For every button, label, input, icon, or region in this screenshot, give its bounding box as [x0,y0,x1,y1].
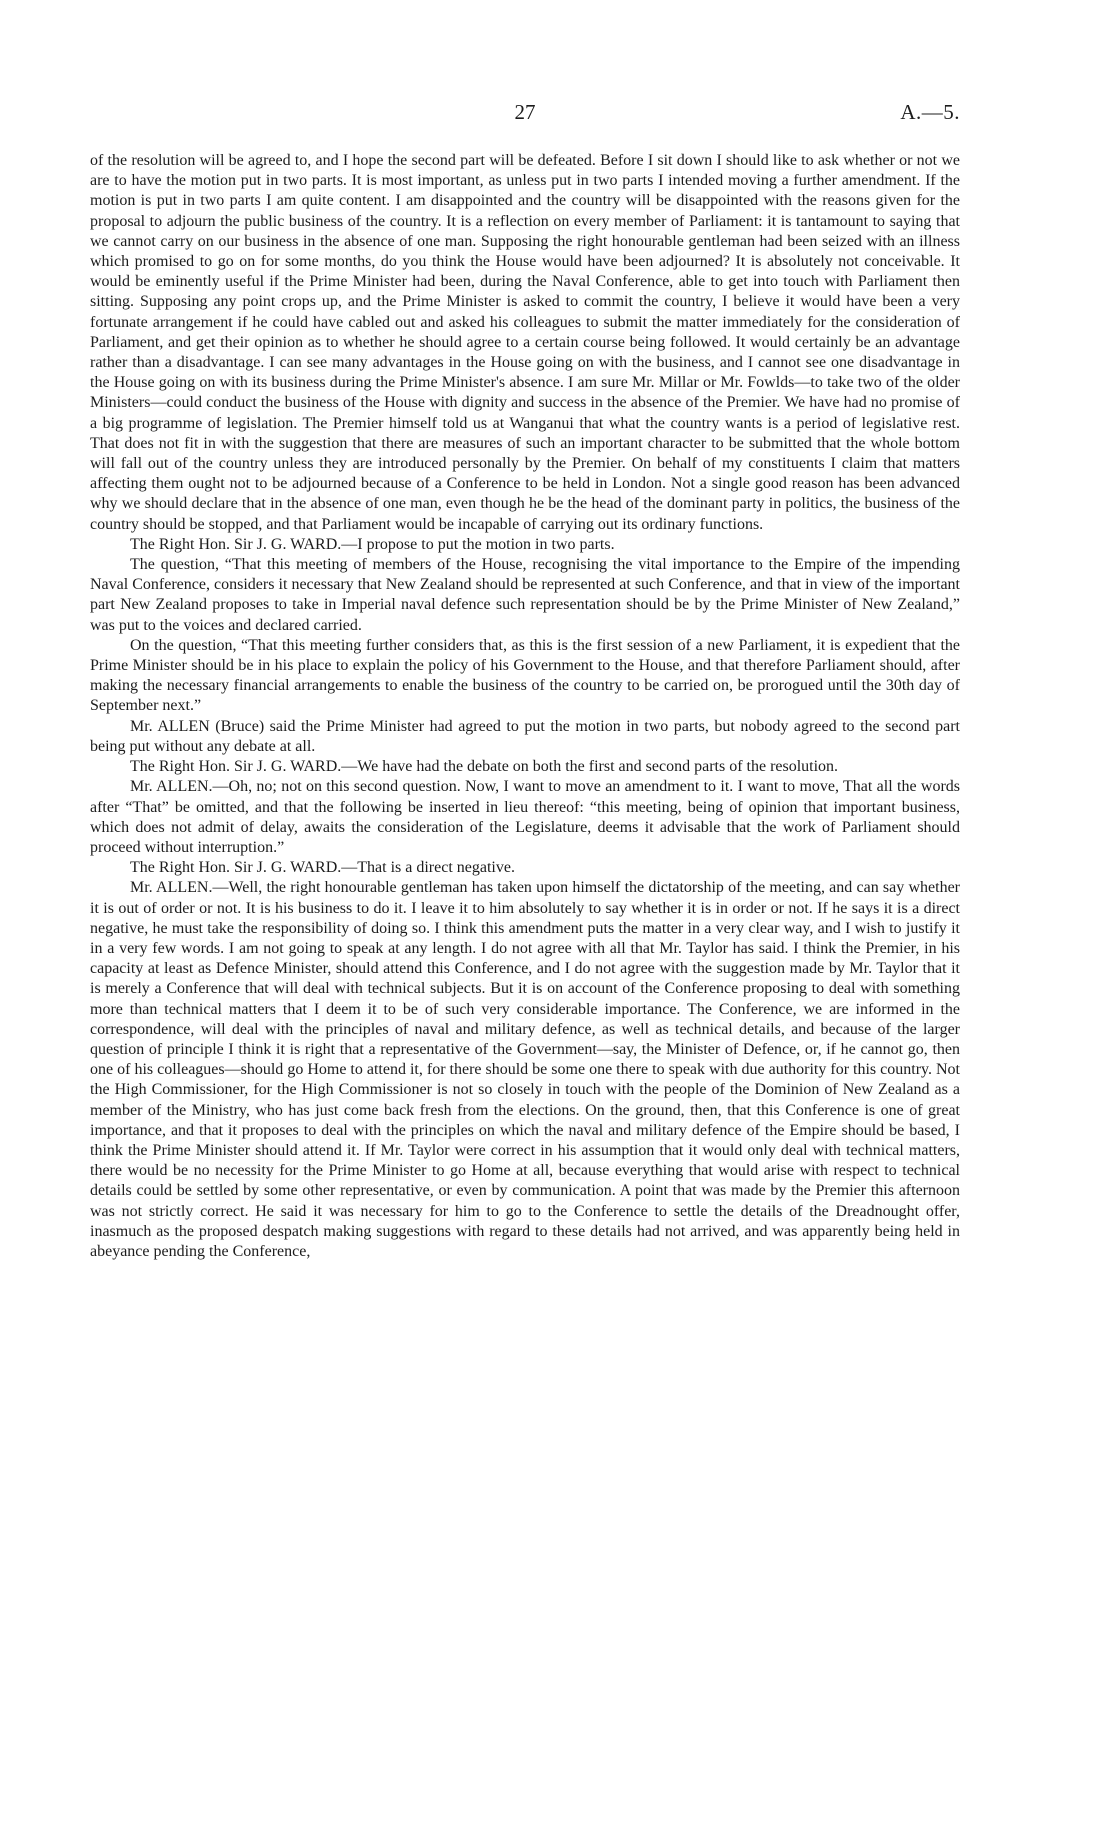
paragraph-continued-speech: of the resolution will be agreed to, and I hope the second part will be defeated. Before I sit down I should like to ask whether or not we are to have the motion put in two parts. It is most important, as unless put in two parts I intended moving a further amendment. If the motion is put in two parts I am quite content. I am disappointed and the country will be disappointed with the reasons given for the proposal to adjourn the public business of the country. It is a reflection on every member of Parliament: it is tantamount to saying that we cannot carry on our business in the absence of one man. Supposing the right honourable gentleman had been seized with an illness which promised to go on for some months, do you think the House would have been adjourned? It is absolutely not conceivable. It would be eminently useful if the Prime Minister had been, during the Naval Conference, able to get into touch with Parliament then sitting. Supposing any point crops up, and the Prime Minister is asked to commit the country, I believe it would have been a very fortunate arrangement if he could have cabled out and asked his colleagues to submit the matter immediately for the consideration of Parliament, and get their opinion as to whether he should agree to a certain course being followed. It would certainly be an advantage rather than a disadvantage. I can see many advantages in the House going on with the business, and I cannot see one disadvantage in the House going on with its business during the Prime Minister's absence. I am sure Mr. Millar or Mr. Fowlds—to take two of the older Ministers—could conduct the business of the House with dignity and success in the absence of the Premier. We have had no promise of a big programme of legislation. The Premier himself told us at Wanganui that what the country wants is a period of legislative rest. That does not fit in with the suggestion that there are measures of such an important character to be submitted that the whole bottom will fall out of the country unless they are introduced personally by the Premier. On behalf of my constituents I claim that matters affecting them ought not to be adjourned because of a Conference to be held in London. Not a single good reason has been advanced why we should declare that in the absence of one man, even though he be the head of the dominant party in politics, the business of the country should be stopped, and that Parliament would be incapable of carrying out its ordinary functions. [90,152,960,533]
paragraph-allen-amendment: Mr. ALLEN.—Oh, no; not on this second question. Now, I want to move an amendment to it. I want to move, That all the words after “That” be omitted, and that the following be inserted in lieu thereof: “this meeting, being of opinion that important business, which does not admit of delay, awaits the consideration of the Legislature, deems it advisable that the work of Parliament should proceed without interruption.” [90,778,960,856]
paragraph-ward-negative: The Right Hon. Sir J. G. WARD.—That is a direct negative. [130,859,515,877]
paragraph-first-question: The question, “That this meeting of members of the House, recognising the vital importance to the Empire of the impending Naval Conference, considers it necessary that New Zealand should be represented at such Conference, and that in view of the important part New Zealand proposes to take in Imperial naval defence such representation should be by the Prime Minister of New Zealand,” was put to the voices and declared carried. [90,556,960,634]
body-text [90,151,960,1262]
paragraph-allen-bruce: Mr. ALLEN (Bruce) said the Prime Minister had agreed to put the motion in two parts, but nobody agreed to the second part being put without any debate at all. [90,717,960,755]
paragraph-ward-two-parts: The Right Hon. Sir J. G. WARD.—I propose to put the motion in two parts. [130,535,615,553]
document-reference: A.—5. [900,100,960,124]
paragraph-allen-speech: Mr. ALLEN.—Well, the right honourable gentleman has taken upon himself the dictatorship of the meeting, and can say whether it is out of order or not. It is his business to do it. I leave it to him absolutely to say whether it is in order or not. If he says it is a direct negative, he must take the responsibility of doing so. I think this amendment puts the matter in a very clear way, and I wish to justify it in a very few words. I am not going to speak at any length. I do not agree with all that Mr. Taylor has said. I think the Premier, in his capacity at least as Defence Minister, should attend this Conference, and I do not agree with the suggestion made by Mr. Taylor that it is merely a Conference that will deal with technical subjects. But it is on account of the Conference proposing to deal with something more than technical matters that I deem it to be of such very considerable importance. The Conference, we are informed in the correspondence, will deal with the principles of naval and military defence, as well as technical details, and because of the larger question of principle I think it is right that a representative of the Government—say, the Minister of Defence, or, if he cannot go, then one of his colleagues—should go Home to attend it, for there should be some one there to speak with due authority for this country. Not the High Commissioner, for the High Commissioner is not so closely in touch with the people of the Dominion of New Zealand as a member of the Ministry, who has just come back fresh from the elections. On the ground, then, that this Conference is one of great importance, and that it proposes to deal with the principles on which the naval and military defence of the Empire should be based, I think the Prime Minister should attend it. If Mr. Taylor were correct in his assumption that it would only deal with technical matters, there would be no necessity for the Prime Minister to go Home at all, because everything that would arise with respect to technical details could be settled by some other representative, or even by communication. A point that was made by the Premier this afternoon was not strictly correct. He said it was necessary for him to go to the Conference to settle the details of the Dreadnought offer, inasmuch as the proposed despatch making suggestions with regard to these details had not arrived, and was apparently being held in abeyance pending the Conference, [90,879,960,1260]
paragraph-second-question: On the question, “That this meeting further considers that, as this is the first session of a new Parliament, it is expedient that the Prime Minister should be in his place to explain the policy of his Government to the House, and that therefore Parliament should, after making the necessary financial arrangements to enable the business of the country to be carried on, be prorogued until the 30th day of September next.” [90,636,960,715]
page-number: 27 [514,100,536,124]
paragraph-ward-debate: The Right Hon. Sir J. G. WARD.—We have had the debate on both the first and second parts of the resolution. [130,758,839,776]
page-header [90,100,960,130]
